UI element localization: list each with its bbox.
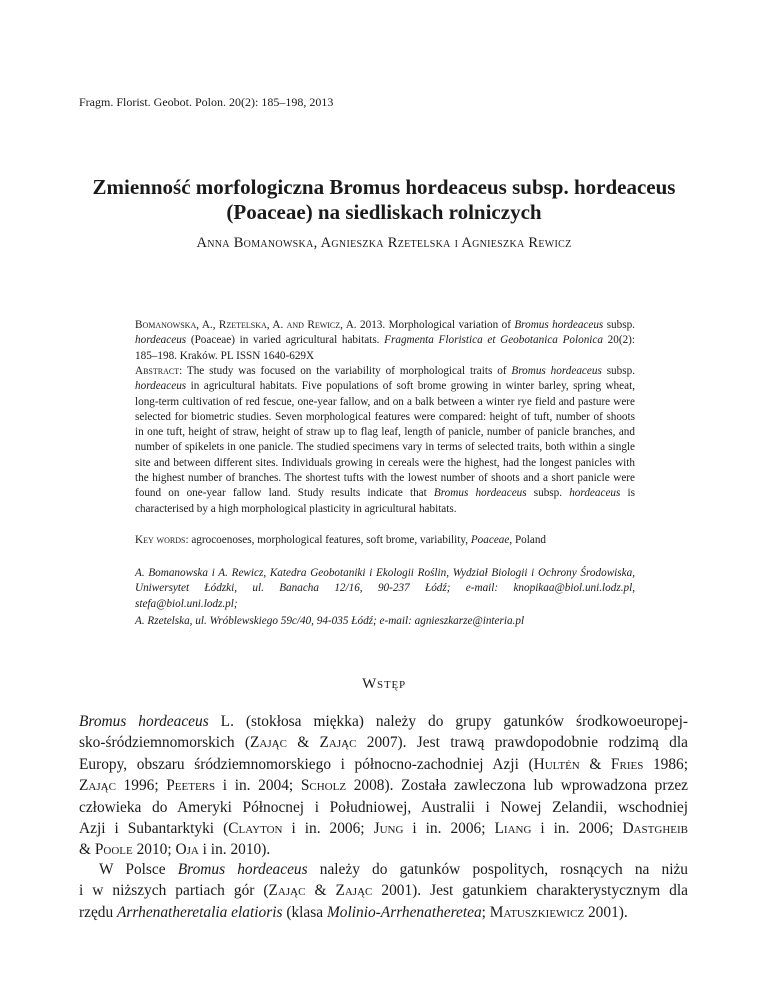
citation-author: Scholz [300, 777, 347, 795]
reference-text: 20(2): 185–198. Kraków. PL ISSN 1640-629X [135, 334, 636, 362]
reference-text: subsp. [603, 319, 635, 331]
text-run: należy do gatunków pospolitych, rosnących na niżu [307, 861, 688, 878]
citation-author: & Poole [79, 841, 133, 859]
bibliographic-reference [135, 318, 635, 364]
keywords-text: , Poland [509, 534, 547, 546]
text-run: 2008). Została zawleczona lub wprowadzona przez [346, 777, 688, 795]
title-line-2: (Poaceae) na siedliskach rolniczych [226, 200, 542, 224]
text-run: (klasa [282, 903, 327, 921]
species-name: Bromus hordeaceus [79, 713, 209, 730]
text-line [79, 902, 688, 923]
address-text: A. Rzetelska, ul. Wróblewskiego 59c/40, 94-035 Łódź; e-mail: agnieszkarze@interia.pl [135, 615, 525, 627]
text-line [79, 711, 688, 732]
text-run: i in. 2006; [531, 820, 623, 838]
text-run: 2001). Jest gatunkiem charakterystycznym dla [372, 882, 688, 900]
text-run: rzędu [79, 903, 118, 921]
text-line [79, 859, 688, 880]
author-address-1 [135, 566, 635, 612]
text-run: ; [481, 903, 490, 921]
abstract-text: is characterised by a high morphological plasticity in agricultural habitats. [135, 487, 635, 515]
citation-author: Clayton [228, 820, 283, 838]
abstract-species: Bromus hordeaceus [511, 365, 602, 377]
text-run: i w niższych partiach gór ( [79, 882, 269, 900]
abstract-subspecies: hordeaceus [569, 487, 621, 500]
author-list: Anna Bomanowska, Agnieszka Rzetelska i Agnieszka Rewicz [196, 235, 572, 251]
reference-species: Bromus hordeaceus [514, 319, 604, 331]
body-paragraph-1 [79, 711, 688, 861]
author-address-2 [135, 614, 635, 629]
citation-author: Dastgheib [622, 820, 689, 838]
keywords-italic: Poaceae [470, 534, 510, 546]
citation-author: Hultén & Fries [533, 755, 644, 773]
citation-author: Jung [373, 820, 404, 838]
text-run: i in. 2010). [198, 841, 271, 859]
text-line [79, 818, 688, 839]
text-line [79, 754, 688, 775]
species-name: Bromus hordeaceus [177, 861, 308, 878]
title-line-1: Zmienność morfologiczna Bromus hordeaceus subsp. hordeaceus [92, 175, 676, 199]
citation-author: Zając & Zając [250, 734, 357, 752]
text-line [79, 839, 688, 860]
text-run: 2007). Jest trawą prawdopodobnie rodzimą dla [356, 734, 688, 752]
reference-text: (Poaceae) in varied agricultural habitats. [186, 334, 385, 347]
abstract [135, 364, 635, 517]
reference-subspecies: hordeaceus [135, 334, 187, 347]
text-run: Azji i Subantarktyki ( [79, 820, 229, 838]
section-heading: Wstęp [362, 676, 406, 692]
text-line [79, 880, 688, 901]
abstract-species: Bromus hordeaceus [433, 487, 527, 500]
text-run: 1986; [643, 755, 688, 773]
text-run: 2001). [584, 903, 628, 921]
abstract-text: in agricultural habitats. Five populations of soft brome growing in winter barley, spring wheat, long-term cultivation of red fescue, one-year fallow, and on a balk between a winter rye field and pasture were selected for biometric studies. Seven morphological features were compared: height of tuft, number of shoots in one tuft, height of straw, height of straw up to flag leaf, length of panicle, number of panicle branches, and number of spikelets in one panicle. The studied specimens vary in terms of selected traits, both within a single site and between different sites. Individuals growing in cereals were the highest, had the longest panicles with the highest number of branches. The shortest tufts with the lowest number of shoots and a short panicle were found on one-year fallow land. Study results indicate that [135, 380, 635, 500]
text-run: 1996; [115, 777, 167, 795]
text-run: i in. 2006; [403, 820, 495, 838]
citation-author: Zając & Zając [268, 882, 373, 900]
keywords-text: : agrocoenoses, morphological features, soft brome, variability, [185, 534, 471, 546]
keywords [135, 533, 635, 548]
order-name: Arrhenatheretalia elatioris [117, 903, 283, 921]
reference-authors: Bomanowska, A., Rzetelska, A. and Rewicz, A. [135, 319, 357, 331]
text-run: człowieka do Ameryki Północnej i Południowej, Australii i Nowej Zelandii, wschodniej [79, 798, 688, 816]
abstract-text: : The study was focused on the variability of morphological traits of [179, 365, 512, 377]
keywords-label: Key words [135, 534, 186, 546]
citation-author: Zając [79, 777, 116, 795]
citation-author: Matuszkiewicz [489, 903, 585, 921]
text-run: i in. 2004; [215, 777, 301, 795]
abstract-subspecies: hordeaceus [135, 380, 187, 393]
citation-author: Peeters [166, 777, 216, 795]
text-run: W Polsce [99, 861, 178, 878]
abstract-text: subsp. [601, 365, 635, 377]
reference-journal: Fragmenta Floristica et Geobotanica Polonica [384, 334, 603, 347]
address-text: A. Bomanowska i A. Rewicz, Katedra Geobotaniki i Ekologii Roślin, Wydział Biologii i Ochrony Środowiska, Uniwersytet Łódzki, ul. Banacha 12/16, 90-237 Łódź; e-mail: knopikaa@biol.uni.lodz.pl, stefa@biol.uni.lodz.pl; [135, 567, 635, 610]
text-run: i in. 2006; [282, 820, 374, 838]
text-line [79, 732, 688, 753]
body-paragraph-2 [79, 859, 688, 923]
text-run: L. (stokłosa miękka) należy do grupy gatunków środkowoeuropej- [208, 713, 688, 730]
class-name: Molinio-Arrhenatheretea [326, 903, 482, 921]
text-run: Europy, obszaru śródziemnomorskiego i północno-zachodniej Azji ( [79, 755, 534, 773]
citation-author: Oja [175, 841, 199, 859]
citation-author: Liang [494, 820, 532, 838]
reference-text: 2013. Morphological variation of [356, 319, 515, 331]
abstract-label: Abstract [135, 365, 180, 377]
text-run: 2010; [132, 841, 176, 859]
text-run: sko-śródziemnomorskich ( [79, 734, 251, 752]
article-title [60, 175, 708, 225]
abstract-text: subsp. [526, 487, 570, 500]
text-line [79, 775, 688, 796]
text-line [79, 797, 688, 818]
journal-citation: Fragm. Florist. Geobot. Polon. 20(2): 185–198, 2013 [79, 95, 334, 109]
